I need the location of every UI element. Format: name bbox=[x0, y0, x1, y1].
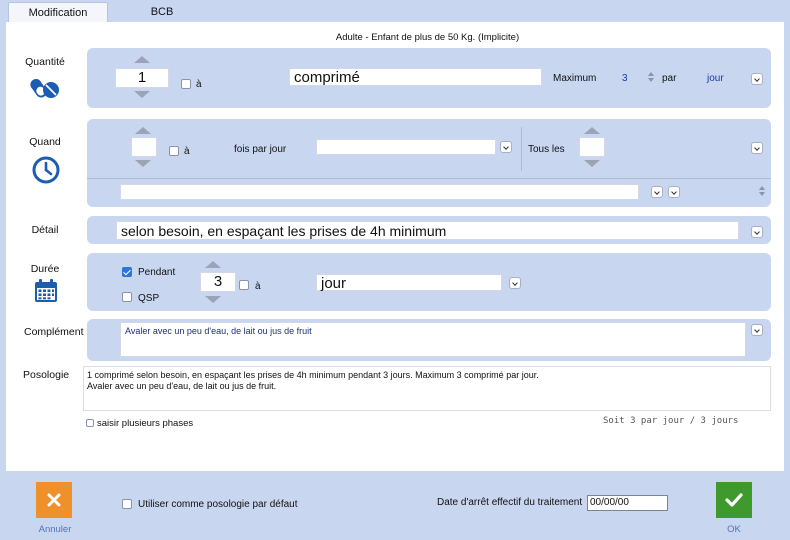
qsp-checkbox[interactable] bbox=[122, 292, 132, 302]
default-posology-label: Utiliser comme posologie par défaut bbox=[138, 499, 298, 510]
pendant-label: Pendant bbox=[138, 267, 176, 278]
par-label: par bbox=[662, 73, 677, 84]
par-unit-dropdown[interactable] bbox=[751, 73, 763, 85]
maximum-down-arrow[interactable] bbox=[648, 78, 654, 82]
quand-panel bbox=[87, 119, 771, 207]
fois-par-jour-label: fois par jour bbox=[234, 144, 287, 155]
quantite-a-checkbox[interactable] bbox=[181, 79, 191, 89]
posologie-line-1: 1 comprimé selon besoin, en espaçant les prises de 4h minimum pendant 3 jours. Maximum 3 comprimé par jour. bbox=[87, 370, 539, 380]
quantite-a-label: à bbox=[196, 79, 202, 90]
quantite-input[interactable]: 1 bbox=[115, 68, 169, 88]
duree-up-arrow[interactable] bbox=[205, 261, 221, 268]
quand-a-checkbox[interactable] bbox=[169, 146, 179, 156]
calendar-icon bbox=[33, 278, 59, 304]
plusieurs-phases-label: saisir plusieurs phases bbox=[97, 418, 194, 429]
detail-dropdown[interactable] bbox=[751, 226, 763, 238]
stop-date-label: Date d'arrêt effectif du traitement bbox=[437, 497, 583, 508]
close-icon bbox=[47, 493, 61, 507]
quantite-up-arrow[interactable] bbox=[134, 56, 150, 63]
quantite-label: Quantité bbox=[25, 56, 65, 68]
fois-par-jour-dropdown[interactable] bbox=[500, 141, 512, 153]
maximum-up-arrow[interactable] bbox=[648, 72, 654, 76]
duree-down-arrow[interactable] bbox=[205, 296, 221, 303]
tous-les-input[interactable] bbox=[579, 137, 605, 157]
pill-icon bbox=[30, 74, 60, 100]
quand-down-arrow[interactable] bbox=[135, 160, 151, 167]
duree-a-label: à bbox=[255, 281, 261, 292]
tous-les-up-arrow[interactable] bbox=[584, 127, 600, 134]
complement-field[interactable]: Avaler avec un peu d'eau, de lait ou jus de fruit bbox=[120, 322, 746, 357]
stop-date-input[interactable]: 00/00/00 bbox=[587, 495, 668, 511]
par-unit: jour bbox=[707, 73, 724, 84]
duree-input[interactable]: 3 bbox=[200, 272, 236, 292]
duree-label: Durée bbox=[30, 263, 60, 275]
plusieurs-phases-checkbox[interactable] bbox=[86, 419, 94, 427]
tous-les-down-arrow[interactable] bbox=[584, 160, 600, 167]
duree-a-checkbox[interactable] bbox=[239, 280, 249, 290]
cancel-button[interactable] bbox=[36, 482, 72, 518]
maximum-value: 3 bbox=[622, 73, 628, 84]
fois-par-jour-field[interactable] bbox=[316, 139, 496, 155]
posologie-label: Posologie bbox=[23, 369, 70, 381]
quand-label: Quand bbox=[29, 136, 61, 148]
ok-button[interactable] bbox=[716, 482, 752, 518]
duree-panel bbox=[87, 253, 771, 311]
quand-up-arrow[interactable] bbox=[135, 127, 151, 134]
detail-field[interactable]: selon besoin, en espaçant les prises de 4h minimum bbox=[116, 221, 739, 240]
quand-line2-up-arrow[interactable] bbox=[759, 186, 765, 190]
quand-divider bbox=[521, 127, 522, 171]
clock-icon bbox=[32, 156, 60, 184]
cancel-label[interactable]: Annuler bbox=[38, 524, 72, 535]
maximum-label: Maximum bbox=[553, 73, 597, 84]
complement-dropdown[interactable] bbox=[751, 324, 763, 336]
quand-line2-down-arrow[interactable] bbox=[759, 192, 765, 196]
quand-line2-field[interactable] bbox=[120, 184, 639, 200]
quand-row-divider bbox=[87, 178, 771, 179]
posologie-box bbox=[83, 366, 771, 411]
check-icon bbox=[725, 493, 743, 507]
default-posology-checkbox[interactable] bbox=[122, 499, 132, 509]
quand-input[interactable] bbox=[131, 137, 157, 157]
qsp-label: QSP bbox=[138, 293, 160, 304]
quantite-panel bbox=[87, 48, 771, 108]
patient-type-label: Adulte - Enfant de plus de 50 Kg. (Implicite) bbox=[335, 32, 520, 43]
tous-les-label: Tous les bbox=[528, 144, 565, 155]
summary-text: Soit 3 par jour / 3 jours bbox=[603, 416, 739, 426]
duree-unit-dropdown[interactable] bbox=[509, 277, 521, 289]
complement-label: Complément bbox=[24, 326, 84, 338]
quand-a-label: à bbox=[184, 146, 190, 157]
quand-line2-dropdown-1[interactable] bbox=[651, 186, 663, 198]
tous-les-dropdown[interactable] bbox=[751, 142, 763, 154]
posologie-line-2: Avaler avec un peu d'eau, de lait ou jus de fruit. bbox=[87, 381, 277, 391]
pendant-checkbox[interactable] bbox=[122, 267, 132, 277]
complement-panel bbox=[87, 319, 771, 361]
posology-form bbox=[6, 22, 784, 471]
quantite-unit-field[interactable]: comprimé bbox=[289, 68, 542, 86]
quand-line2-dropdown-2[interactable] bbox=[668, 186, 680, 198]
tab-bcb[interactable]: BCB bbox=[150, 6, 174, 18]
tab-modification[interactable]: Modification bbox=[8, 2, 108, 22]
detail-panel bbox=[87, 216, 771, 244]
ok-label[interactable]: OK bbox=[727, 524, 741, 535]
detail-label: Détail bbox=[31, 224, 59, 236]
quantite-down-arrow[interactable] bbox=[134, 91, 150, 98]
duree-unit-field[interactable]: jour bbox=[316, 274, 502, 291]
